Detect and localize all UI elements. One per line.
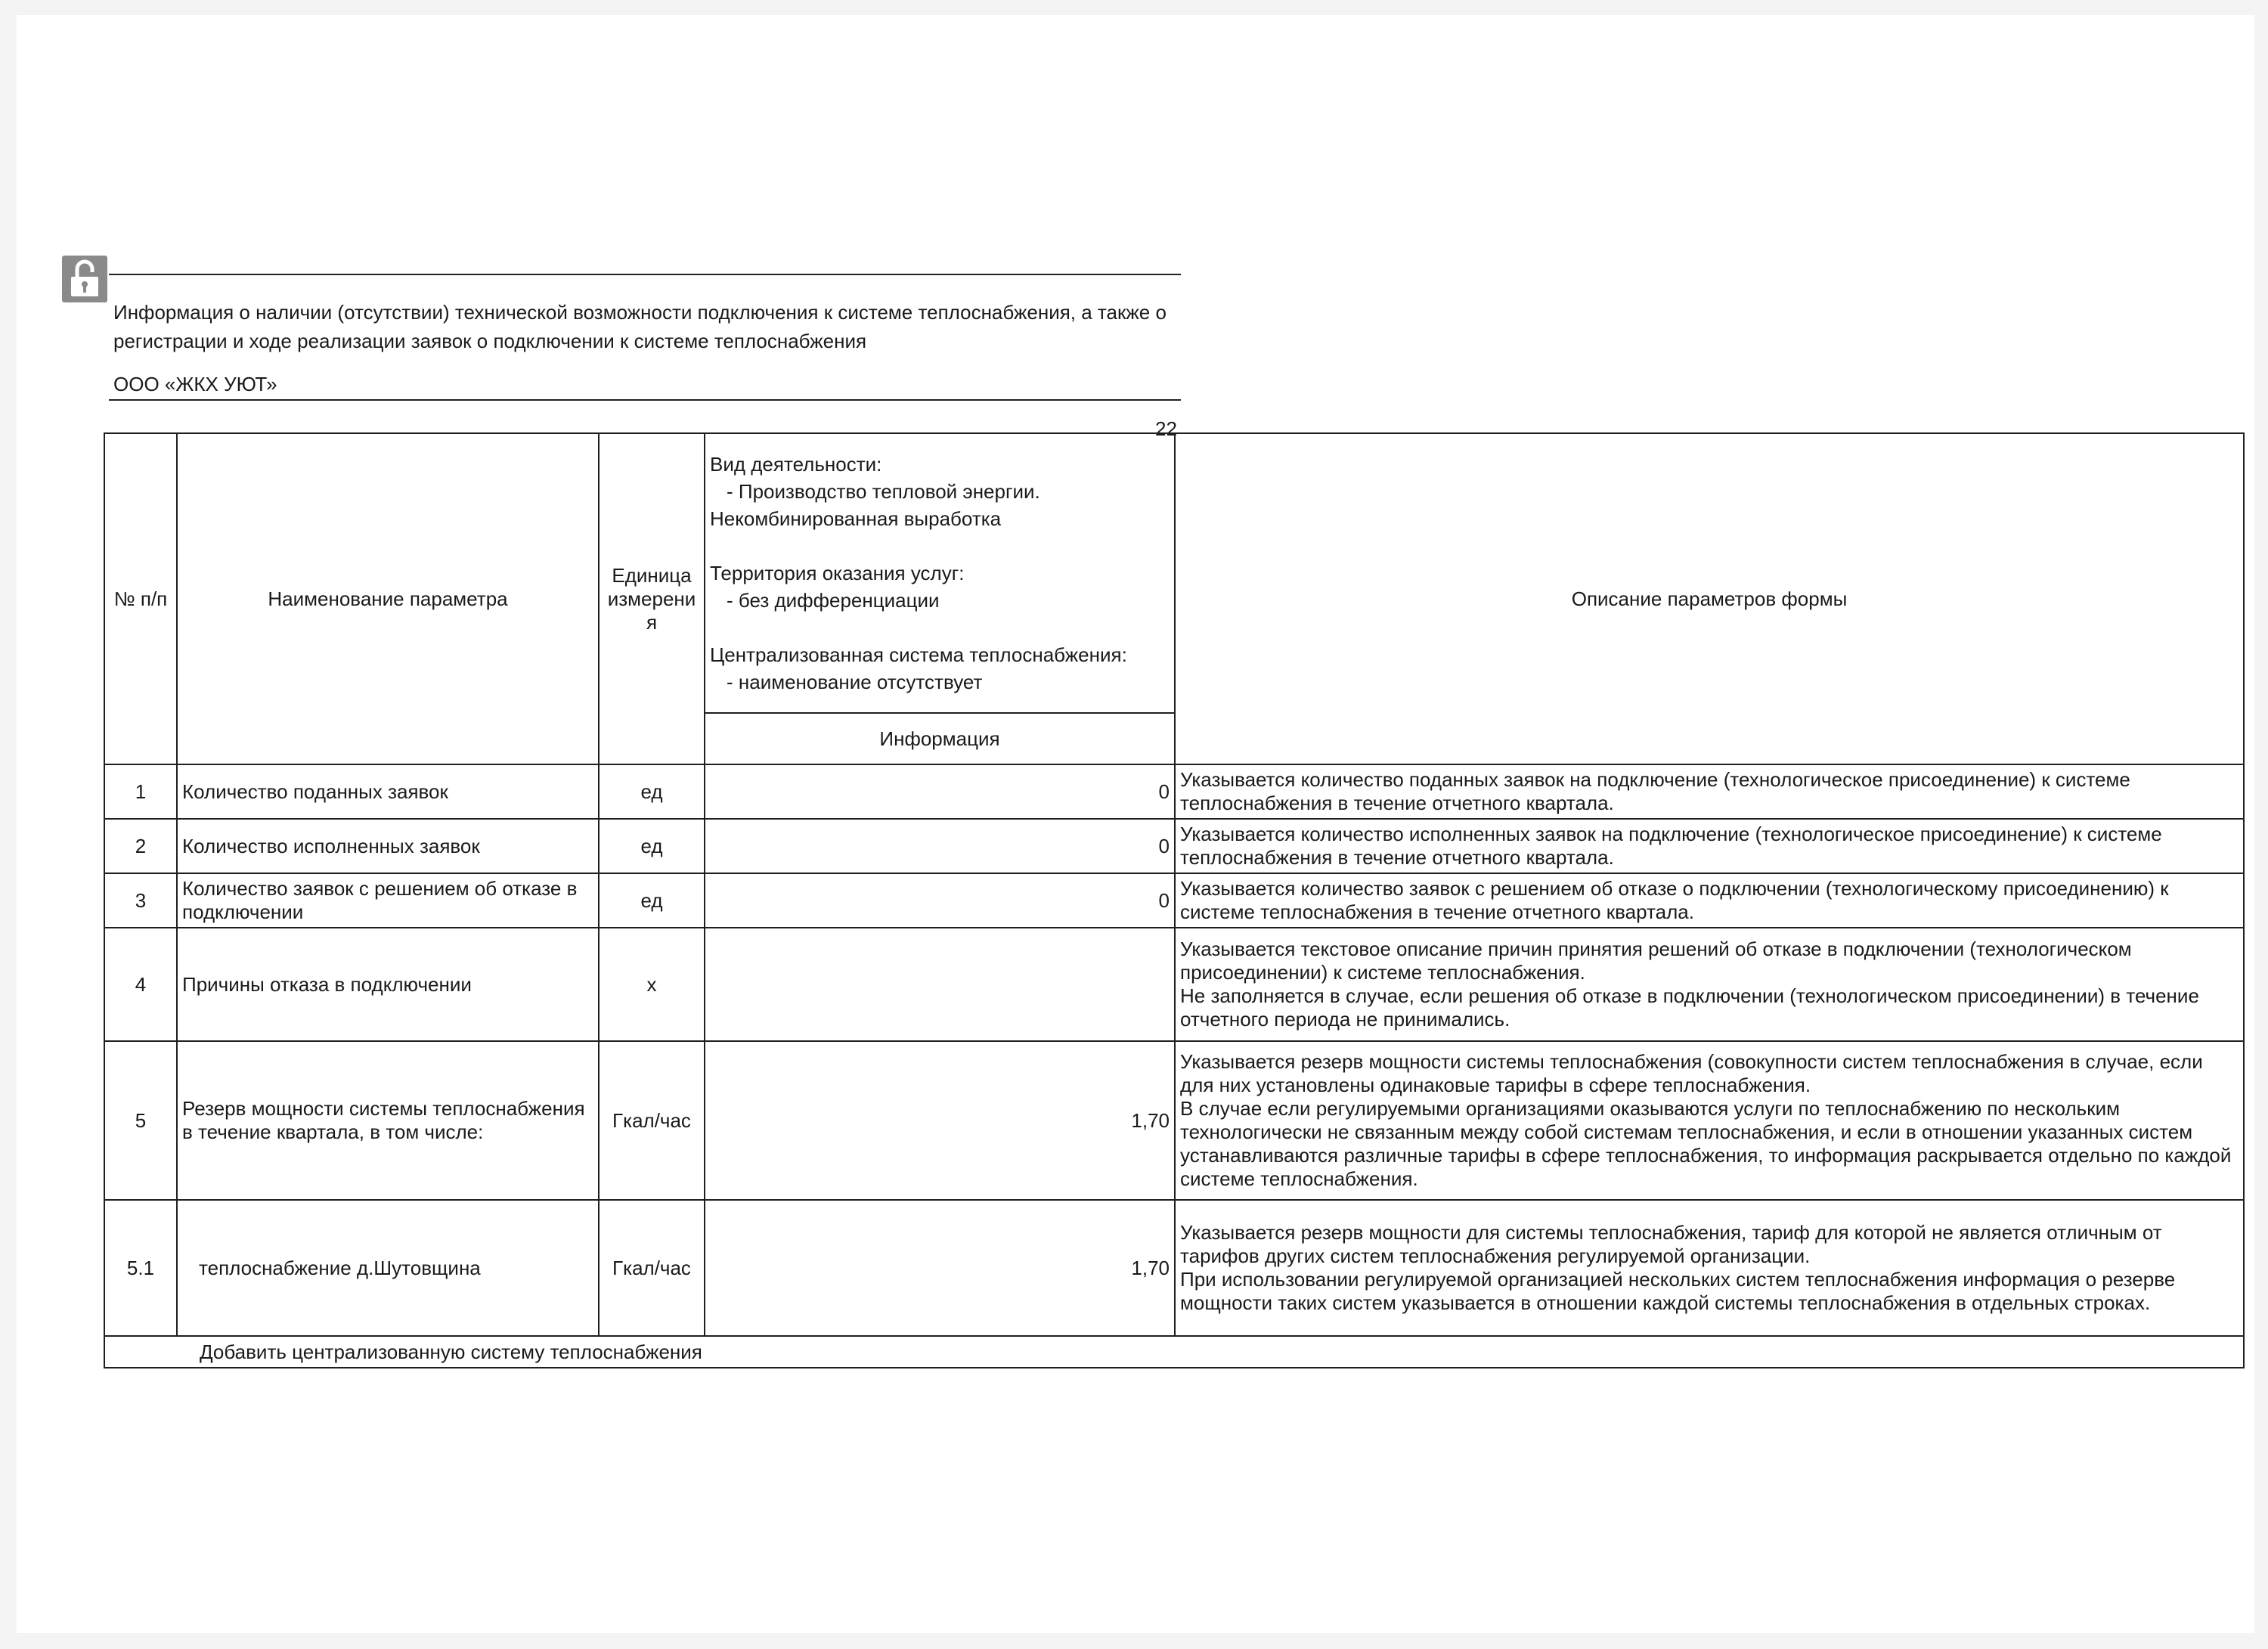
- row-number: 2: [104, 819, 177, 873]
- table-row: [104, 1041, 2244, 1200]
- row-number: 4: [104, 928, 177, 1041]
- row-description: Указывается количество исполненных заявок на подключение (технологическое присоединение) к системе теплоснабжения в течение отчетного квартала.: [1175, 819, 2244, 873]
- table-row: [104, 928, 2244, 1041]
- header-parameter: Наименование параметра: [177, 433, 599, 764]
- row-unit: х: [599, 928, 705, 1041]
- row-parameter-text: теплоснабжение д.Шутовщина: [199, 1256, 481, 1279]
- table-row: [104, 1200, 2244, 1336]
- table-header-row: [104, 433, 2244, 713]
- row-parameter: Резерв мощности системы теплоснабжения в течение квартала, в том числе:: [177, 1041, 599, 1200]
- territory-value: - без дифференциации: [727, 589, 940, 612]
- row-description: Указывается количество поданных заявок на подключение (технологическое присоединение) к системе теплоснабжения в течение отчетного квартала.: [1175, 764, 2244, 819]
- row-parameter: Количество исполненных заявок: [177, 819, 599, 873]
- table-row: [104, 873, 2244, 928]
- document-sheet: [17, 15, 2254, 1633]
- row-value[interactable]: 0: [705, 764, 1175, 819]
- row-unit: Гкал/час: [599, 1041, 705, 1200]
- header-info: Информация: [705, 713, 1175, 764]
- row-unit: ед: [599, 819, 705, 873]
- row-value[interactable]: 1,70: [705, 1200, 1175, 1336]
- territory-label: Территория оказания услуг:: [710, 562, 965, 584]
- row-unit: Гкал/час: [599, 1200, 705, 1336]
- activity-label: Вид деятельности:: [710, 453, 882, 476]
- row-value[interactable]: 1,70: [705, 1041, 1175, 1200]
- row-unit: ед: [599, 764, 705, 819]
- lock-icon: [62, 256, 107, 302]
- row-number: 1: [104, 764, 177, 819]
- row-description: Указывается резерв мощности для системы теплоснабжения, тариф для которой не является отличным от тарифов других систем теплоснабжения регулируемой организации. При использовании регулируемой организацией нескольких систем теплоснабжения информация о резерве мощности таких систем указывается в отношении каждой системы теплоснабжения в отдельных строках.: [1175, 1200, 2244, 1336]
- header-unit: Единица измерени я: [599, 433, 705, 764]
- table-row: [104, 764, 2244, 819]
- activity-value: - Производство тепловой энергии.: [727, 480, 1040, 503]
- system-label: Централизованная система теплоснабжения:: [710, 643, 1127, 666]
- activity-mode: Некомбинированная выработка: [710, 507, 1002, 530]
- header-description: Описание параметров формы: [1175, 433, 2244, 764]
- header-activity: [705, 433, 1175, 713]
- row-number: 5: [104, 1041, 177, 1200]
- row-number: 3: [104, 873, 177, 928]
- document-title: Информация о наличии (отсутствии) технической возможности подключения к системе теплоснабжения, а также о регистрации и ходе реализации заявок о подключении к системе теплоснабжения: [113, 301, 1167, 352]
- title-rule-top: [109, 274, 1181, 275]
- row-parameter: [177, 1200, 599, 1336]
- table-row: [104, 819, 2244, 873]
- row-value[interactable]: [705, 928, 1175, 1041]
- add-system-link[interactable]: Добавить централизованную систему теплоснабжения: [104, 1336, 2244, 1368]
- row-parameter: Причины отказа в подключении: [177, 928, 599, 1041]
- connection-info-table: [104, 432, 2245, 1368]
- row-parameter: Количество поданных заявок: [177, 764, 599, 819]
- row-description: Указывается резерв мощности системы теплоснабжения (совокупности систем теплоснабжения в случае, если для них установлены одинаковые тарифы в сфере теплоснабжения. В случае если регулируемыми организациями оказываются услуги по теплоснабжению по нескольким технологически не связанным между собой системам теплоснабжения, и если в отношении указанных систем устанавливаются различные тарифы в сфере теплоснабжения, то информация раскрывается отдельно по каждой системе теплоснабжения.: [1175, 1041, 2244, 1200]
- row-description: Указывается количество заявок с решением об отказе о подключении (технологическому присоединению) к системе теплоснабжения в течение отчетного квартала.: [1175, 873, 2244, 928]
- header-number: № п/п: [104, 433, 177, 764]
- organization-name: ООО «ЖКХ УЮТ»: [113, 373, 277, 395]
- add-system-row: [104, 1336, 2244, 1368]
- page-number: 22: [1155, 417, 1177, 440]
- row-unit: ед: [599, 873, 705, 928]
- row-parameter: Количество заявок с решением об отказе в подключении: [177, 873, 599, 928]
- org-rule: [109, 399, 1181, 401]
- row-number: 5.1: [104, 1200, 177, 1336]
- row-value[interactable]: 0: [705, 819, 1175, 873]
- row-value[interactable]: 0: [705, 873, 1175, 928]
- system-value: - наименование отсутствует: [727, 671, 983, 693]
- row-description: Указывается текстовое описание причин принятия решений об отказе в подключении (технологическом присоединении) к системе теплоснабжения. Не заполняется в случае, если решения об отказе в подключении (технологическом присоединении) в течение отчетного периода не принимались.: [1175, 928, 2244, 1041]
